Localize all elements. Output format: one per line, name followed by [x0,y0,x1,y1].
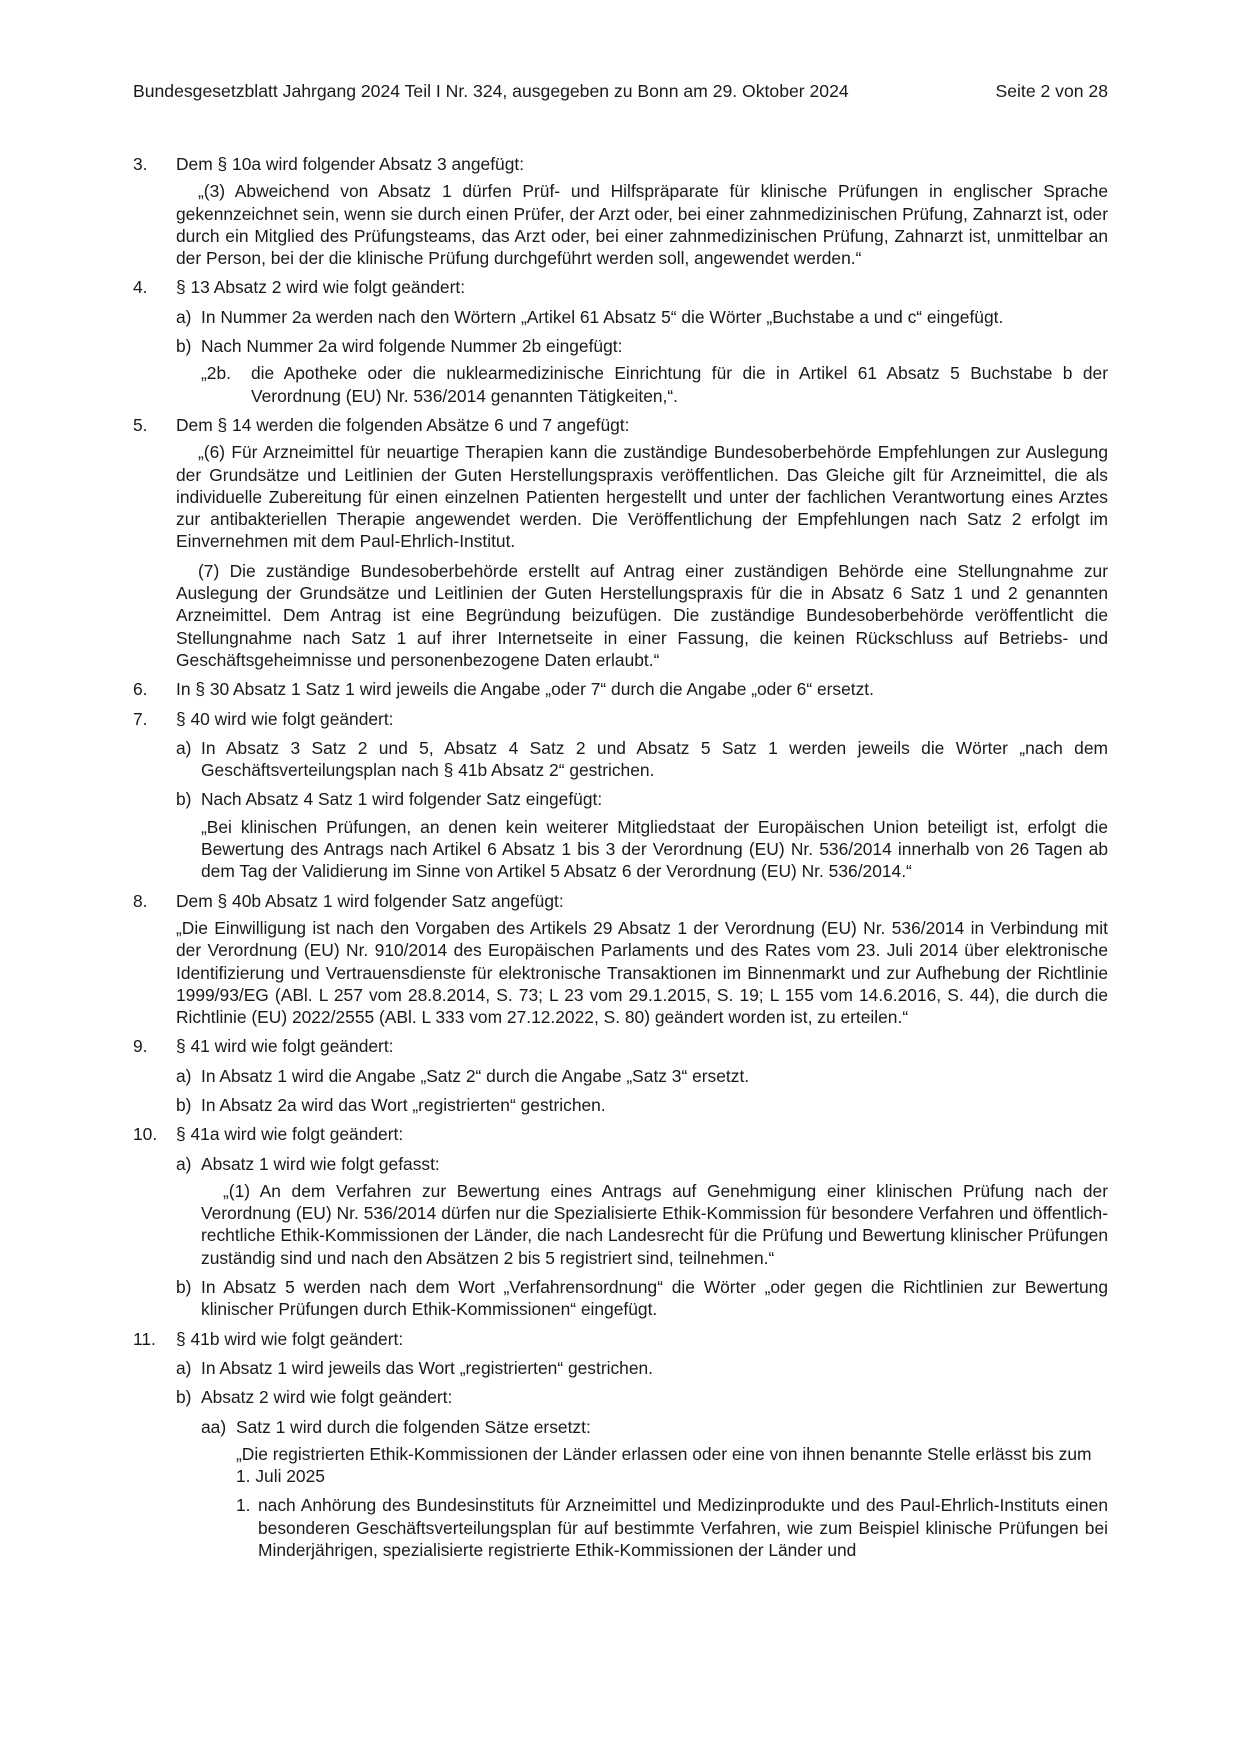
sub-item-label: b) [176,1277,192,1298]
item-number: 3. [133,154,148,174]
item-number: 5. [133,414,148,435]
sub-item-text: In Absatz 1 wird jeweils das Wort „registrierten“ gestrichen. [201,1357,654,1378]
quoted-sentence: „Bei klinischen Prüfungen, an denen kein weiterer Mitgliedstaat der Europäischen Union beteiligt ist, erfolgt die Bewertung des Antrags nach Artikel 6 Absatz 1 bis 3 der Verordnung (EU) Nr. 536/2014 innerhalb von 26 Tagen ab dem Tag der Validierung im Sinne von Artikel 5 Absatz 6 der Verordnung (EU) Nr. 536/2014.“ [201,816,1108,882]
quoted-number-text: nach Anhörung des Bundesinstituts für Arzneimittel und Medizinprodukte und des Paul-Ehrlich-Instituts einen besonderen Geschäftsverteilungsplan für auf bestimmte Verfahren, wie zum Beispiel klinische Prüfungen bei Minderjährigen, spezialisierte registrierte Ethik-Kommissionen der Länder und [258,1495,1108,1561]
sub-item-label: a) [176,306,192,327]
sub-item-text: Nach Absatz 4 Satz 1 wird folgender Satz eingefügt: [201,789,603,810]
sub-item-a [176,1065,1108,1087]
list-item-3 [133,153,1108,269]
list-item-9 [133,1035,1108,1116]
sub-item-label: a) [176,737,192,758]
sub-item-label: b) [176,1387,192,1408]
sub-item-text: In Absatz 3 Satz 2 und 5, Absatz 4 Satz 2 und Absatz 5 Satz 1 werden jeweils die Wörter „nach dem Geschäftsverteilungsplan nach § 41b Absatz 2“ gestrichen. [201,737,1108,781]
sub-item-text: Nach Nummer 2a wird folgende Nummer 2b eingefügt: [201,336,623,357]
item-number: 8. [133,890,148,911]
quoted-paragraph: „(1) An dem Verfahren zur Bewertung eines Antrags auf Genehmigung einer klinischen Prüfung nach der Verordnung (EU) Nr. 536/2014 dürfen nur die Spezialisierte Ethik-Kommission für besondere Verfahren und öffentlich-rechtliche Ethik-Kommissionen der Länder, die nach Landesrecht für die Prüfung und Bewertung klinischer Prüfungen zuständig sind und nach den Absätzen 2 bis 5 registriert sind, teilnehmen.“ [201,1180,1108,1268]
list-item-5 [133,414,1108,671]
sub-sub-item-aa [201,1416,1108,1562]
item-text: In § 30 Absatz 1 Satz 1 wird jeweils die Angabe „oder 7“ durch die Angabe „oder 6“ ersetzt. [176,679,874,700]
sub-item-text: Absatz 2 wird wie folgt geändert: [201,1387,453,1408]
list-item-4 [133,276,1108,406]
sub-item-text: Absatz 1 wird wie folgt gefasst: [201,1153,440,1174]
list-item-8 [133,890,1108,1029]
document-body [133,153,1108,1568]
header-title: Bundesgesetzblatt Jahrgang 2024 Teil I Nr. 324, ausgegeben zu Bonn am 29. Oktober 2024 [133,81,849,101]
sub-item-a [176,737,1108,782]
sub-item-a [176,306,1108,328]
sub-item-b [176,1276,1108,1321]
sub-item-a [176,1153,1108,1269]
sub-item-label: a) [176,1153,192,1174]
sub-item-b [176,788,1108,882]
sub-item-label: b) [176,1094,192,1115]
item-text: Dem § 10a wird folgender Absatz 3 angefügt: [176,154,525,174]
quoted-number-label: 1. [236,1495,251,1516]
page-header [133,80,1108,102]
quoted-number-label: „2b. [201,363,231,384]
quoted-number-1 [236,1494,1108,1561]
item-number: 7. [133,708,148,729]
sub-item-text: In Nummer 2a werden nach den Wörtern „Artikel 61 Absatz 5“ die Wörter „Buchstabe a und c“ eingefügt. [201,306,1004,327]
item-number: 6. [133,679,148,700]
list-item-11 [133,1328,1108,1562]
quoted-paragraph-7: (7) Die zuständige Bundesoberbehörde erstellt auf Antrag einer zuständigen Behörde eine Stellungnahme zur Auslegung der Grundsätze und Leitlinien der Guten Herstellungspraxis für die in Absatz 6 Satz 1 und 2 genannten Arzneimittel. Dem Antrag ist eine Begründung beizufügen. Die zuständige Bundesoberbehörde veröffentlicht die Stellungnahme nach Satz 1 auf ihrer Internetseite in einer Fassung, die keinen Rückschluss auf Betriebs- und Geschäftsgeheimnisse und personenbezogene Daten erlaubt.“ [176,560,1108,670]
item-text: § 41b wird wie folgt geändert: [176,1328,404,1349]
item-text: § 13 Absatz 2 wird wie folgt geändert: [176,277,466,298]
sub-item-text: In Absatz 2a wird das Wort „registrierten“ gestrichen. [201,1094,606,1115]
item-text: Dem § 40b Absatz 1 wird folgender Satz angefügt: [176,890,564,911]
item-text: § 41 wird wie folgt geändert: [176,1036,394,1057]
item-number: 4. [133,277,148,298]
sub-item-text: In Absatz 5 werden nach dem Wort „Verfahrensordnung“ die Wörter „oder gegen die Richtlinien zur Bewertung klinischer Prüfungen durch Ethik-Kommissionen“ eingefügt. [201,1277,1108,1320]
item-number: 11. [133,1328,156,1349]
sub-item-b [176,335,1108,407]
quoted-number-2b [201,362,1108,407]
quoted-paragraph-6: „(6) Für Arzneimittel für neuartige Therapien kann die zuständige Bundesoberbehörde Empfehlungen zur Auslegung der Grundsätze und Leitlinien der Guten Herstellungspraxis veröffentlichen. Das Gleiche gilt für Arzneimittel, die als individuelle Zubereitung für einen einzelnen Patienten hergestellt und unter der fachlichen Verantwortung eines Arztes zur antibakteriellen Therapie angewendet werden. Die Veröffentlichung der Empfehlungen nach Satz 2 erfolgt im Einvernehmen mit dem Paul-Ehrlich-Institut. [176,442,1108,552]
list-item-7 [133,708,1108,883]
sub-item-label: a) [176,1357,192,1378]
sub-item-a [176,1357,1108,1379]
item-number: 9. [133,1036,148,1057]
sub-sub-item-text: Satz 1 wird durch die folgenden Sätze ersetzt: [236,1416,591,1437]
quoted-sentence: „Die registrierten Ethik-Kommissionen der Länder erlassen oder eine von ihnen benannte Stelle erlässt bis zum 1. Juli 2025 [236,1443,1092,1487]
quoted-sentence: „Die Einwilligung ist nach den Vorgaben des Artikels 29 Absatz 1 der Verordnung (EU) Nr. 536/2014 in Verbindung mit der Verordnung (EU) Nr. 910/2014 des Europäischen Parlaments und des Rates vom 23. Juli 2014 über elektronische Identifizierung und Vertrauensdienste für elektronische Transaktionen im Binnenmarkt und zur Aufhebung der Richtlinie 1999/93/EG (ABl. L 257 vom 28.8.2014, S. 73; L 23 vom 29.1.2015, S. 19; L 155 vom 14.6.2016, S. 44), die durch die Richtlinie (EU) 2022/2555 (ABl. L 333 vom 27.12.2022, S. 80) geändert worden ist, zu erteilen.“ [176,917,1108,1028]
page-number: Seite 2 von 28 [995,81,1108,101]
sub-item-label: b) [176,789,192,810]
list-item-10 [133,1123,1108,1320]
quoted-paragraph: „(3) Abweichend von Absatz 1 dürfen Prüf- und Hilfspräparate für klinische Prüfungen in englischer Sprache gekennzeichnet sein, wenn sie durch einen Prüfer, der Arzt oder, bei einer zahnmedizinischen Prüfung, Zahnarzt ist, oder durch ein Mitglied des Prüfungsteams, das Arzt oder, bei einer zahnmedizinischen Prüfung, Zahnarzt ist, unmittelbar an der Person, bei der die klinische Prüfung durchgeführt werden soll, angewendet werden.“ [176,181,1108,269]
sub-item-b [176,1386,1108,1561]
sub-item-text: In Absatz 1 wird die Angabe „Satz 2“ durch die Angabe „Satz 3“ ersetzt. [201,1065,750,1086]
quoted-number-text: die Apotheke oder die nuklearmedizinische Einrichtung für die in Artikel 61 Absatz 5 Buchstabe b der Verordnung (EU) Nr. 536/2014 genannten Tätigkeiten,“. [251,363,1108,406]
item-text: § 40 wird wie folgt geändert: [176,708,394,729]
sub-item-label: a) [176,1065,192,1086]
item-number: 10. [133,1124,158,1145]
item-text: § 41a wird wie folgt geändert: [176,1124,404,1145]
sub-item-b [176,1094,1108,1116]
sub-sub-item-label: aa) [201,1416,227,1437]
list-item-6 [133,678,1108,700]
item-text: Dem § 14 werden die folgenden Absätze 6 und 7 angefügt: [176,414,630,435]
sub-item-label: b) [176,336,192,357]
